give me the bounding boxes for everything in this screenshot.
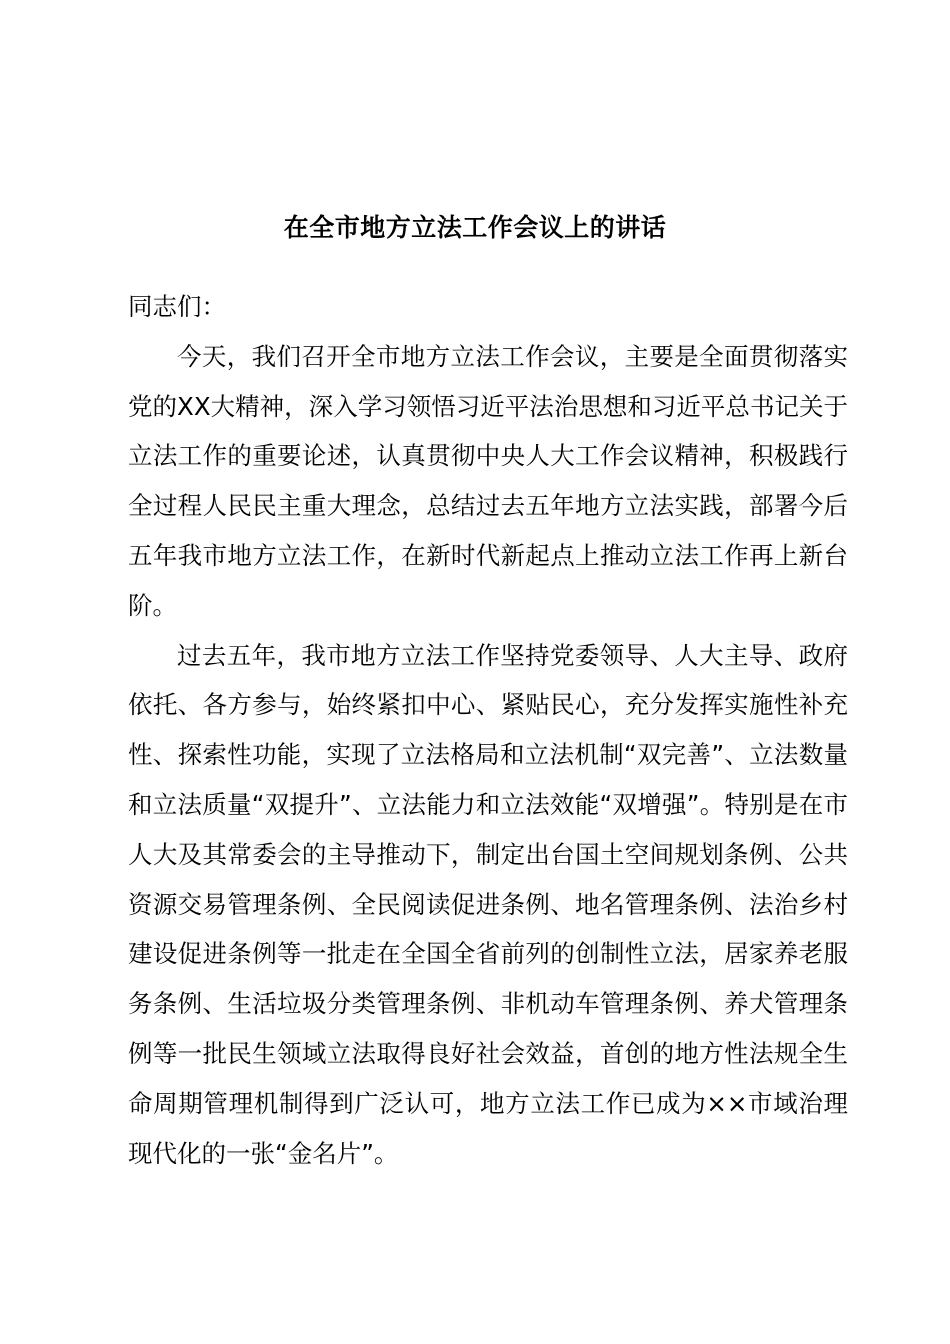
document-body: [128, 282, 848, 1178]
document-title: 在全市地方立法工作会议上的讲话: [283, 213, 667, 242]
salutation: 同志们：: [128, 292, 226, 321]
paragraph-1: 今天，我们召开全市地方立法工作会议，主要是全面贯彻落实党的XX大精神，深入学习领悟习近平法治思想和习近平总书记关于立法工作的重要论述，认真贯彻中央人大工作会议精神，积极践行全过程人民民主重大理念，总结过去五年地方立法实践，部署今后五年我市地方立法工作，在新时代新起点上推动立法工作再上新台阶。: [128, 341, 848, 620]
paragraph-2: 过去五年，我市地方立法工作坚持党委领导、人大主导、政府依托、各方参与，始终紧扣中心、紧贴民心，充分发挥实施性补充性、探索性功能，实现了立法格局和立法机制“双完善”、立法数量和立法质量“双提升”、立法能力和立法效能“双增强”。特别是在市人大及其常委会的主导推动下，制定出台国土空间规划条例、公共资源交易管理条例、全民阅读促进条例、地名管理条例、法治乡村建设促进条例等一批走在全国全省前列的创制性立法，居家养老服务条例、生活垃圾分类管理条例、非机动车管理条例、养犬管理条例等一批民生领域立法取得良好社会效益，首创的地方性法规全生命周期管理机制得到广泛认可，地方立法工作已成为××市域治理现代化的一张“金名片”。: [128, 640, 848, 1168]
